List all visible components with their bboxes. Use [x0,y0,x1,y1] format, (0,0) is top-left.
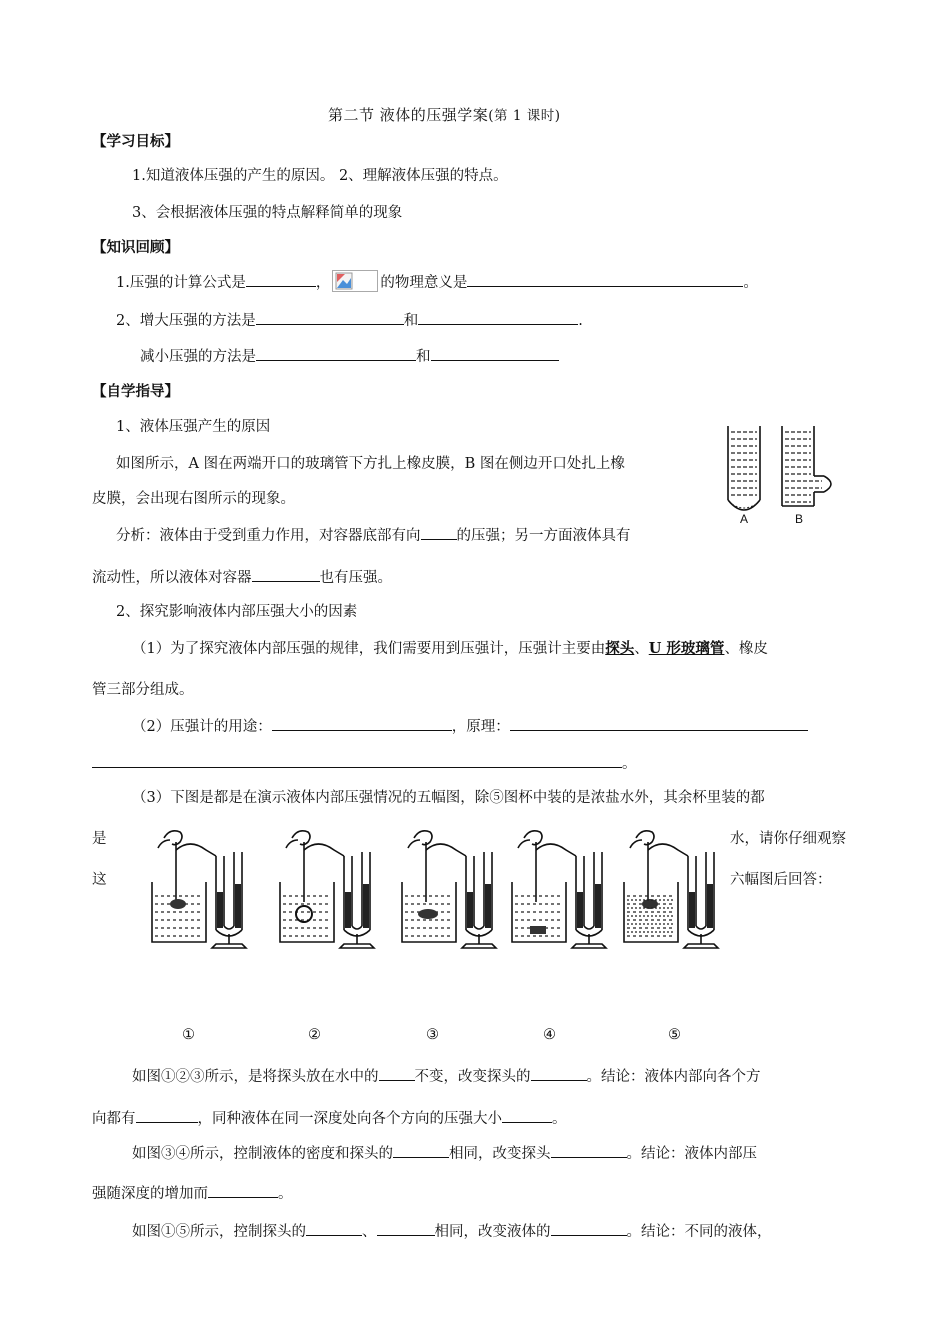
blank-formula[interactable] [246,271,316,287]
tube-a [728,426,760,510]
blank-probe-1[interactable] [306,1220,362,1236]
q2-line-1: （2）压强计的用途： ，原理： [132,715,808,736]
fig-label-4: ④ [543,1027,556,1043]
blank-meaning[interactable] [467,271,743,287]
blank-principle-cont[interactable] [92,752,622,768]
blank-depth[interactable] [379,1065,415,1081]
para-1a: 如图所示，A 图在两端开口的玻璃管下方扎上橡皮膜，B 图在侧边开口处扎上橡 [116,456,625,472]
figure-4 [512,831,606,948]
blank-liquid[interactable] [551,1220,627,1236]
fig-label-a: A [740,512,749,526]
term-probe: 探头 [605,640,635,657]
conclusion-3-line-1: 如图①⑤所示，控制探头的 、 相同，改变液体的 。结论：不同的液体， [132,1220,772,1241]
review-q2: 2、增大压强的方法是 和 . [116,309,583,330]
blank-orientation[interactable] [393,1142,449,1158]
formula-image [332,270,378,292]
page-title [328,104,561,125]
blank-direction-2[interactable] [531,1065,587,1081]
blank-depth-2[interactable] [551,1142,627,1158]
fig-label-b: B [795,512,804,526]
figure-3 [402,831,496,948]
blank-increase[interactable] [208,1182,278,1198]
review-q3: 减小压强的方法是 和 [140,345,559,366]
broken-image-icon [335,272,353,290]
blank-use[interactable] [272,715,452,731]
q1-line-1: （1）为了探究液体内部压强的规律，我们需要用到压强计，压强计主要由探头、U 形玻璃管、橡皮 [132,640,768,657]
review-q1: 1.压强的计算公式是 ， 的物理意义是 。 [116,270,758,292]
blank-sides[interactable] [252,566,320,582]
tube-figure [716,420,856,540]
blank-pressure[interactable] [136,1107,198,1123]
objectives-heading: 【学习目标】 [92,133,179,150]
blank-increase-2[interactable] [418,309,578,325]
para-1b: 皮膜，会出现右图所示的现象。 [92,491,295,507]
conclusion-2-line-1: 如图③④所示，控制液体的密度和探头的 相同，改变探头 。结论：液体内部压 [132,1142,757,1163]
section-1-title: 1、液体压强产生的原因 [116,419,271,435]
fig-label-5: ⑤ [668,1027,681,1043]
q3-line-2b: 水，请你仔细观察 [730,831,846,847]
para-2: 分析：液体由于受到重力作用，对容器底部有向 的压强；另一方面液体具有 [116,524,631,545]
figure-5 [624,831,718,948]
q2-line-2: 。 [92,752,637,773]
fig-label-3: ③ [426,1027,439,1043]
blank-decrease-2[interactable] [431,345,559,361]
figure-2 [280,831,374,948]
review-heading: 【知识回顾】 [92,239,179,256]
guide-heading: 【自学指导】 [92,383,179,400]
title-sub: (第 1 课时) [488,108,561,124]
objective-2: 3、会根据液体压强的特点解释简单的现象 [132,205,403,221]
q3-line-1: （3）下图是都是在演示液体内部压强情况的五幅图，除⑤图杯中装的是浓盐水外，其余杯里装的都 [132,790,765,806]
conclusion-1-line-1: 如图①②③所示，是将探头放在水中的 不变，改变探头的 。结论：液体内部向各个方 [132,1065,761,1086]
title-main: 第二节 液体的压强学案 [328,106,489,124]
q3-line-3a: 这 [92,872,107,888]
q3-line-2a: 是 [92,831,107,847]
blank-equal[interactable] [502,1107,552,1123]
figure-1 [152,831,246,948]
term-u-tube: U 形玻璃管 [648,640,725,657]
tube-b [782,426,831,506]
fig-label-2: ② [308,1027,321,1043]
blank-principle[interactable] [510,715,808,731]
q3-line-3b: 六幅图后回答： [730,872,832,888]
blank-decrease-1[interactable] [256,345,416,361]
para-3: 流动性，所以液体对容器 也有压强。 [92,566,392,587]
blank-increase-1[interactable] [256,309,404,325]
section-2-title: 2、探究影响液体内部压强大小的因素 [116,604,358,620]
conclusion-1-line-2: 向都有 ，同种液体在同一深度处向各个方向的压强大小 。 [92,1107,567,1128]
objective-1: 1.知道液体压强的产生的原因。 2、理解液体压强的特点。 [132,168,508,184]
blank-probe-2[interactable] [377,1220,435,1236]
conclusion-2-line-2: 强随深度的增加而 。 [92,1182,293,1203]
blank-direction[interactable] [421,524,457,540]
pressure-gauge-figures [132,822,732,952]
fig-label-1: ① [182,1027,195,1043]
q1-line-2: 管三部分组成。 [92,682,194,698]
